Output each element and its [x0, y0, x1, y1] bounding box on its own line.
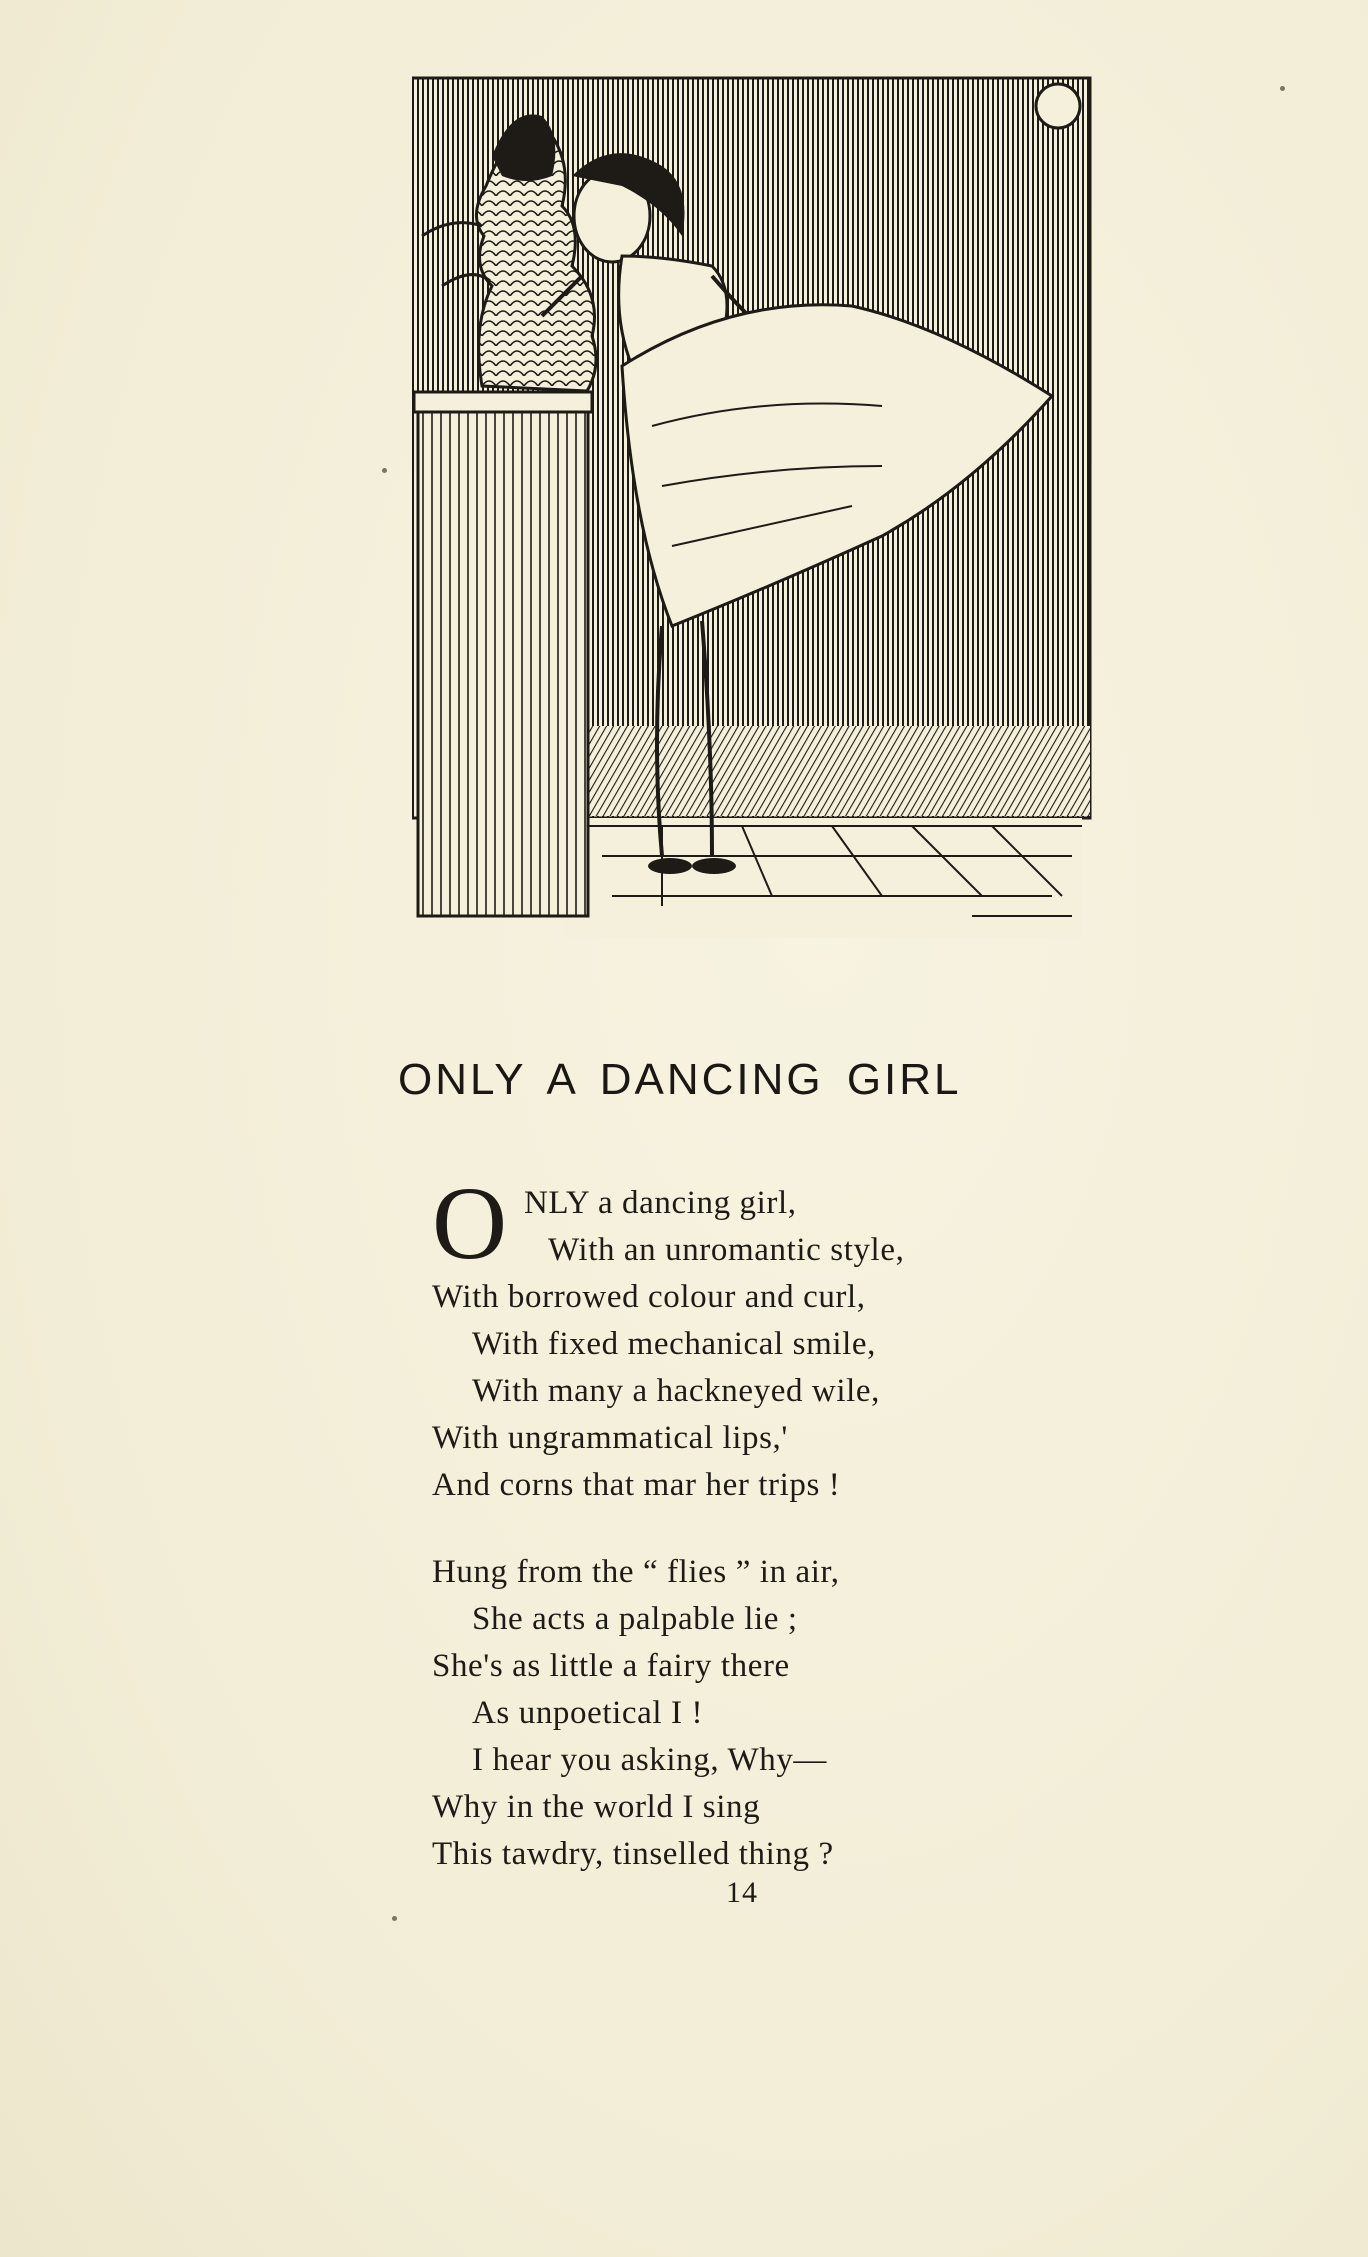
poem-line: This tawdry, tinselled thing ? [432, 1836, 834, 1872]
poem-line: With borrowed colour and curl, [432, 1279, 866, 1315]
stanza-2 [432, 1549, 1052, 1878]
poem-line: With fixed mechanical smile, [472, 1326, 877, 1362]
poem-line: I hear you asking, Why— [472, 1742, 828, 1778]
drop-capital: O [432, 1166, 508, 1281]
poem-body [432, 1166, 1052, 1878]
dancing-girl-illustration [412, 66, 1092, 946]
paper-speck [392, 1916, 397, 1921]
paper-speck [382, 468, 387, 473]
poem-line: And corns that mar her trips ! [432, 1467, 841, 1503]
poem-line: Why in the world I sing [432, 1789, 761, 1825]
poem-line: She acts a palpable lie ; [472, 1601, 798, 1637]
stanza-1 [432, 1166, 1052, 1509]
poem-line: With ungrammatical lips,' [432, 1420, 788, 1456]
opening-lines [432, 1166, 1052, 1281]
poem-line: NLY a dancing girl, [524, 1185, 797, 1221]
page-number: 14 [726, 1876, 758, 1909]
poem-line: With many a hackneyed wile, [472, 1373, 880, 1409]
poem-line: Hung from the “ flies ” in air, [432, 1554, 840, 1590]
paper-speck [1280, 86, 1285, 91]
poem-line: With an unromantic style, [548, 1232, 905, 1268]
poem-title: ONLY A DANCING GIRL [398, 1055, 962, 1104]
poem-line: As unpoetical I ! [472, 1695, 704, 1731]
poem-line: She's as little a fairy there [432, 1648, 790, 1684]
